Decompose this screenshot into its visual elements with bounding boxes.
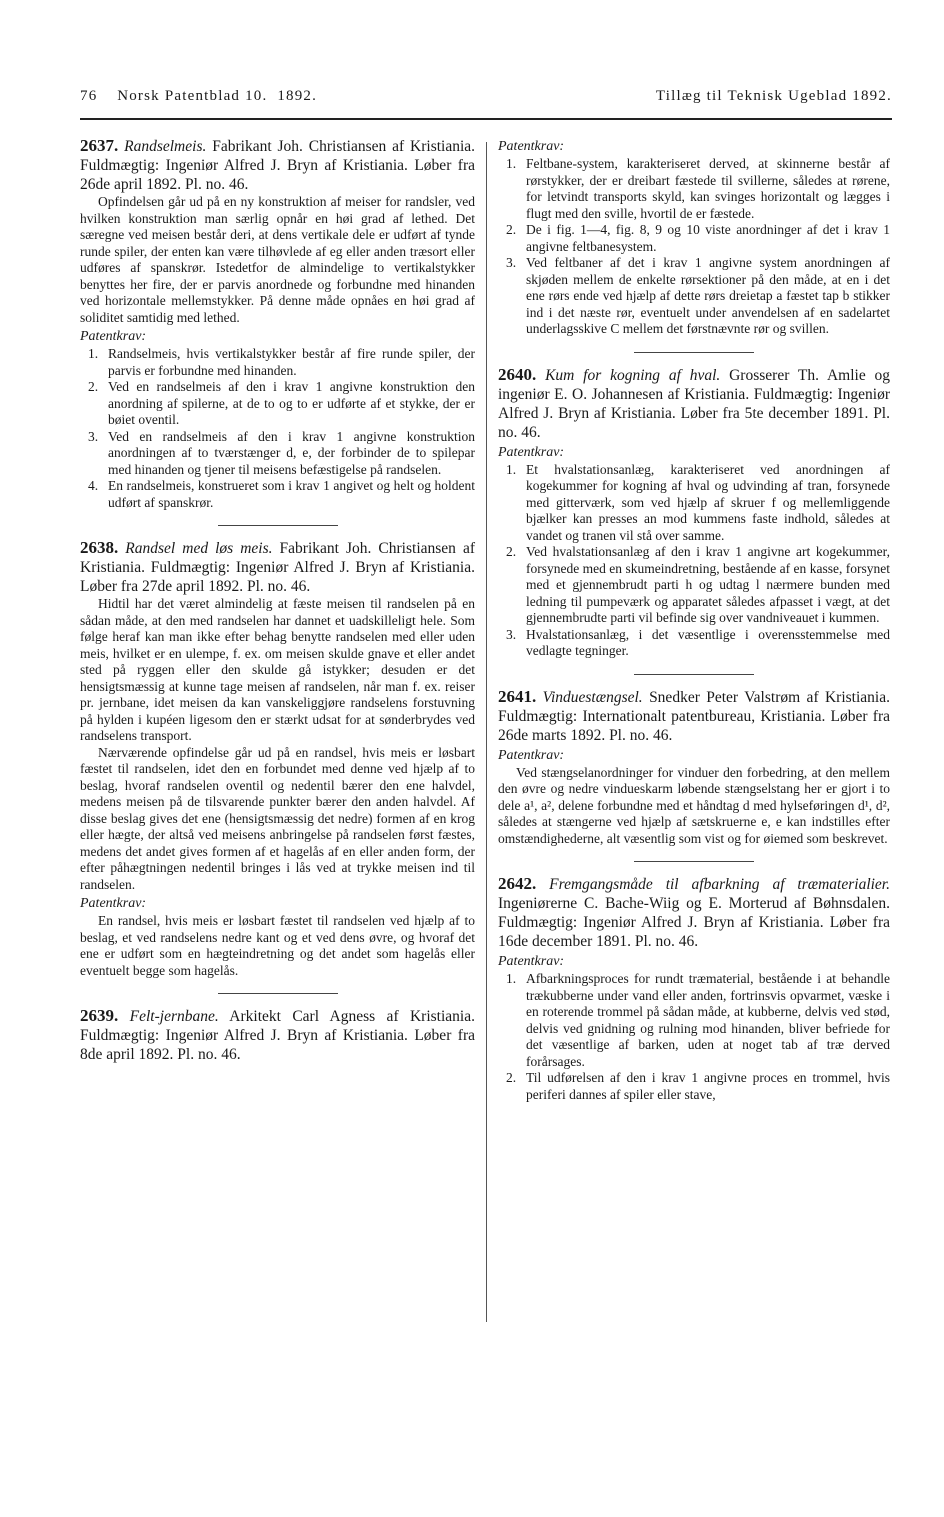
entry-number: 2638.: [80, 538, 119, 557]
claim-item: 2. Ved hvalstationsanlæg af den i krav 1 angivne art kogekummer, forsynede med en skumeindretning, bestående af en kasse, forsynet med et gjennembrudt parti h og udtag l nærmere bunden med ledning til pumpeværk og apparatet således afpasset i vægt, at det gjennembrudte parti vil befinde sig over vandniveauet i kummen.: [506, 544, 890, 625]
entry-title: Fremgangsmåde til afbarkning af træmaterialier.: [549, 876, 891, 893]
entry-number: 2641.: [498, 686, 537, 706]
patentkrav-label: Patentkrav:: [80, 329, 147, 344]
claim-item: 1. Afbarkningsproces for rundt træmaterial, bestående i at behandle trækubberne under vand eller anden, fortrinsvis opvarmet, væske i en roterende trommel på sådan måde, at kubberne, delvis ved stød, delvis ved gnidning og rulning mod hinanden, bliver befriede for det væsentlige af barken, uden at noget tab af træ derved forårsages.: [506, 971, 890, 1069]
entry-2637-claims: [80, 346, 475, 511]
entry-number: 2642.: [498, 874, 537, 893]
claim-item: 1. Feltbane-system, karakteriseret derved, at skinnerne består af rørstykker, der er dreibart fæstede til svillerne, således at rørene, for letvindt transports skyld, kan svinges horizontalt og lægges i flugt med den sville, hvortil de er fæstede.: [506, 156, 890, 221]
entry-2638-body-1: Hidtil har det været almindelig at fæste meisen til randselen på en sådan måde, at den med randselen har dannet et uadskilleligt hele. Som følge heraf kan man ikke efter behag benytte randselen med eller uden meis, hvilket er en ulempe, f. ex. om meisen skulde gnave et eller andet sted på ryggen eller den skulde gå istykker; desuden er det hensigtsmæssig at kunne tage meisen af randselen, når man f. ex. reiser pr. jernbane, idet meisen da kan vanskeliggjøre randselens forstuvning på hylden i kupéen ligesom den er stærkt udsat for at sønderbrydes ved randselens transport.: [80, 596, 475, 743]
entry-title: Randsel med løs meis.: [125, 540, 273, 557]
entry-2639-claims: [498, 156, 890, 338]
patentkrav-label: Patentkrav:: [498, 139, 565, 154]
entry-number: 2639.: [80, 1006, 119, 1025]
claim-item: 3. Ved en randselmeis af den i krav 1 angivne konstruktion anordningen af to tværstænger d, e, der forbinder de to spilepar med hinanden og tjener til meisens befæstigelse på randselen.: [88, 428, 475, 477]
entry-2640-claims: [498, 462, 890, 660]
right-column: [498, 136, 890, 1103]
entry-2638-body-2: Nærværende opfindelse går ud på en randsel, hvis meis er løsbart fæstet til randselen, idet den en forbundet med denne ved hjælp af to beslag, hvoraf randselen oventil og nedentil bærer den ene halvdel, medens meisen på de tilsvarende punkter bærer den anden halvdel. Af disse beslag gives det ene (hensigtsmæssig det nedre) formen af en krog eller hægte, der altså ved meisens anbringelse på randselen først fæstes, medens det andet gives formen af et hagelås af en eller anden form, der efter påhægtningen nedentil bringes i lås ved at trykke meisen ind til randselen.: [80, 744, 475, 892]
entry-separator: [218, 993, 338, 994]
entry-2638-head: [80, 538, 475, 596]
patentkrav-label: Patentkrav:: [498, 747, 565, 763]
header-right: Tillæg til Teknisk Ugeblad 1892.: [655, 88, 892, 104]
entry-title: Kum for kogning af hval.: [545, 366, 721, 384]
entry-separator: [218, 525, 338, 526]
header-rule: [80, 118, 892, 120]
entry-applicant: Ingeniørerne C. Bache-Wiig og E. Morterud af Bøhnsdalen. Fuldmægtig: Ingeniør Alfred J. Bryn af Kristiania. Løber fra 16de december 1891. Pl. no. 46.: [498, 895, 890, 950]
entry-applicant: Arkitekt Carl Agness af Kristiania. Fuldmægtig: Ingeniør Alfred J. Bryn af Kristiania. Løber fra 8de april 1892. Pl. no. 46.: [80, 1008, 475, 1063]
entry-number: 2640.: [498, 364, 537, 384]
entry-applicant: Grosserer Th. Amlie og ingeniør E. O. Johannesen af Kristiania. Fuldmægtig: Ingeniør Alfred J. Bryn af Kristiania. Løber fra 5te december 1891. Pl. no. 46.: [498, 366, 891, 441]
claim-item: 4. En randselmeis, konstrueret som i krav 1 angivet og helt og holdent udført af spanskrør.: [88, 478, 475, 510]
entry-separator: [634, 861, 754, 862]
entry-applicant: Fabrikant Joh. Christiansen af Kristiania. Fuldmægtig: Ingeniør Alfred J. Bryn af Kristiania. Løber fra 27de april 1892. Pl. no. 46.: [80, 540, 475, 595]
entry-2640-head: [498, 365, 890, 442]
claim-item: 3. Ved feltbaner af det i krav 1 angivne system anordningen af skjøden mellem de enkelte rørsektioner på den måde, at en i det ene rørs ende ved hjælp af dette rørs dreietap a fæstet tap b stikker ind i det næste rør, eventuelt under anvendelsen af en sadelartet underlagsskive C mellem det førstnævnte rør og svillen.: [506, 255, 890, 336]
entry-number: 2637.: [80, 136, 119, 155]
patentkrav-label: Patentkrav:: [498, 444, 565, 460]
entry-2641-head: [498, 687, 890, 745]
entry-title: Felt-jernbane.: [129, 1008, 219, 1025]
left-column: [80, 136, 475, 1064]
entry-separator: [634, 674, 754, 675]
entry-2637-head: [80, 136, 475, 194]
claim-item: 2. Til udførelsen af den i krav 1 angivne proces en trommel, hvis periferi dannes af spiler eller stave,: [506, 1070, 890, 1102]
patentkrav-label: Patentkrav:: [80, 896, 147, 911]
entry-2641-claim: Ved stængselanordninger for vinduer den forbedring, at den mellem den øvre og nedre vindueskarm løbende stængselstang her er gjort i to dele a¹, a², delene forbundne med et håndtag d med hylseføringen d¹, d², således at stængerne ved hjælp af sætskruerne e, e kan indstilles efter omstændighederne, alt væsentlig som vist og for øiemed som beskrevet.: [498, 764, 890, 846]
claim-item: 2. De i fig. 1—4, fig. 8, 9 og 10 viste anordninger af det i krav 1 angivne feltbanesystem.: [506, 222, 890, 254]
header-left: 76 Norsk Patentblad 10. 1892.: [80, 88, 318, 104]
entry-separator: [634, 352, 754, 353]
claim-item: 1. Et hvalstationsanlæg, karakteriseret ved anordningen af kogekummer for kogning af hval og udvinding af tran, forsynede med gitterværk, som ved hjælp af skruer f og mellemliggende bjælker kan presses an mod kummens faste indhold, således at vandet og tranen vil stå over samme.: [506, 461, 890, 543]
claim-item: 2. Ved en randselmeis af den i krav 1 angivne konstruktion den anordning af spilerne, at de to og to er udførte af et stykke, der er bøiet oventil.: [88, 379, 475, 427]
page-header: [80, 88, 892, 108]
claim-item: 1. Randselmeis, hvis vertikalstykker består af fire runde spiler, der parvis er forbundne med hinanden.: [88, 346, 475, 378]
entry-2642-claims: [498, 971, 890, 1103]
entry-applicant: Fabrikant Joh. Christiansen af Kristiania. Fuldmægtig: Ingeniør Alfred J. Bryn af Kristiania. Løber fra 26de april 1892. Pl. no. 46.: [80, 138, 476, 193]
entry-applicant: Snedker Peter Valstrøm af Kristiania. Fuldmægtig: Internationalt patentbureau, Kristiania. Løber fra 26de marts 1892. Pl. no. 46.: [498, 688, 890, 744]
entry-2637-body: Opfindelsen går ud på en ny konstruktion af meiser for randsler, ved hvilken konstruktion man særlig opnår en høi grad af lethed. Det særegne ved meisen består deri, at dens vertikale dele er udført af tynde runde spiler, der enten kan være tilhøvlede af eg eller anden træsort eller udføres af spanskrør. Istedetfor de almindelige to vertikalstykker benyttes her fire, der er parvis anordnede og forbundne med hinanden ved horizontale mellemstykker. På denne måde opnåes en høi grad af soliditet samtidig med lethed.: [80, 194, 475, 325]
claim-item: 3. Hvalstationsanlæg, i det væsentlige i overensstemmelse med vedlagte tegninger.: [506, 626, 890, 658]
column-divider: [486, 142, 487, 1322]
entry-2638-claim: En randsel, hvis meis er løsbart fæstet til randselen ved hjælp af to beslag, et ved randselens nedre kant og et ved dens øvre, og hvoraf det ene er udført som en hægteindretning og det andet som hagelås eller eventuelt begge som hagelås.: [80, 913, 475, 978]
entry-2642-head: [498, 874, 890, 951]
entry-title: Randselmeis.: [124, 138, 207, 155]
patentkrav-label: Patentkrav:: [498, 954, 565, 969]
entry-2639-head: [80, 1006, 475, 1064]
entry-title: Vinduestængsel.: [542, 688, 643, 706]
